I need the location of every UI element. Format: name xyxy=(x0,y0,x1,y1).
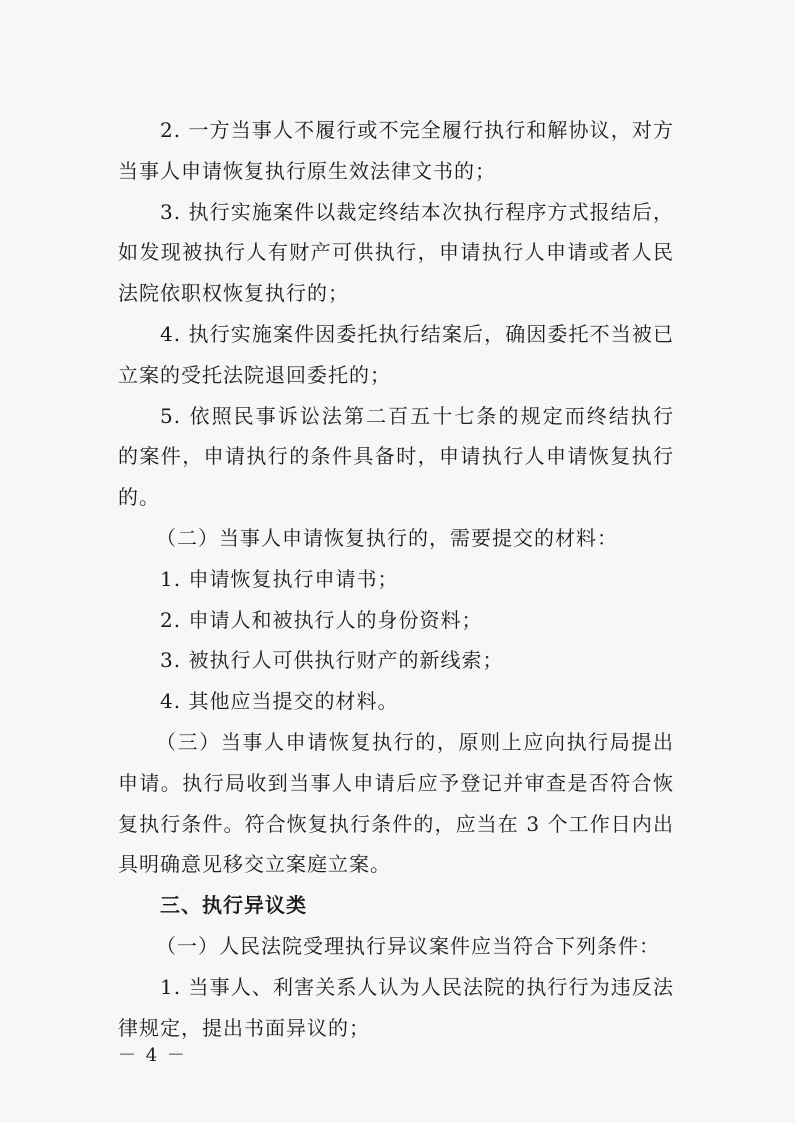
text-line: 的案件，申请执行的条件具备时，申请执行人申请恢复执行 xyxy=(118,444,674,468)
section-heading: 三、执行异议类 xyxy=(160,893,307,917)
text-line: 2. 一方当事人不履行或不完全履行执行和解协议，对方 xyxy=(160,118,674,142)
text-line: 的。 xyxy=(118,485,160,509)
list-item: 3. 被执行人可供执行财产的新线索； xyxy=(160,648,504,672)
list-item: 4. 其他应当提交的材料。 xyxy=(160,689,399,713)
text-line: 立案的受托法院退回委托的； xyxy=(118,363,391,387)
section-title: （一）人民法院受理执行异议案件应当符合下列条件： xyxy=(156,934,660,958)
text-line: 5. 依照民事诉讼法第二百五十七条的规定而终结执行 xyxy=(160,404,674,428)
text-line: 4. 执行实施案件因委托执行结案后，确因委托不当被已 xyxy=(160,322,674,346)
text-line: 法院依职权恢复执行的； xyxy=(118,281,349,305)
text-line: 3. 执行实施案件以裁定终结本次执行程序方式报结后， xyxy=(160,200,674,224)
page-number: － 4 － xyxy=(118,1045,187,1066)
text-line: 当事人申请恢复执行原生效法律文书的； xyxy=(118,159,496,183)
text-line: 具明确意见移交立案庭立案。 xyxy=(118,852,391,876)
text-line: 如发现被执行人有财产可供执行，申请执行人申请或者人民 xyxy=(118,240,674,264)
text-line: 复执行条件。符合恢复执行条件的，应当在 3 个工作日内出 xyxy=(118,812,674,836)
section-title: （二）当事人申请恢复执行的，需要提交的材料： xyxy=(156,526,618,550)
text-line: 律规定，提出书面异议的； xyxy=(118,1016,370,1040)
text-line: （三）当事人申请恢复执行的，原则上应向执行局提出 xyxy=(156,730,674,754)
list-item: 2. 申请人和被执行人的身份资料； xyxy=(160,608,483,632)
text-line: 1. 当事人、利害关系人认为人民法院的执行行为违反法 xyxy=(160,975,674,999)
list-item: 1. 申请恢复执行申请书； xyxy=(160,567,399,591)
text-line: 申请。执行局收到当事人申请后应予登记并审查是否符合恢 xyxy=(118,771,674,795)
